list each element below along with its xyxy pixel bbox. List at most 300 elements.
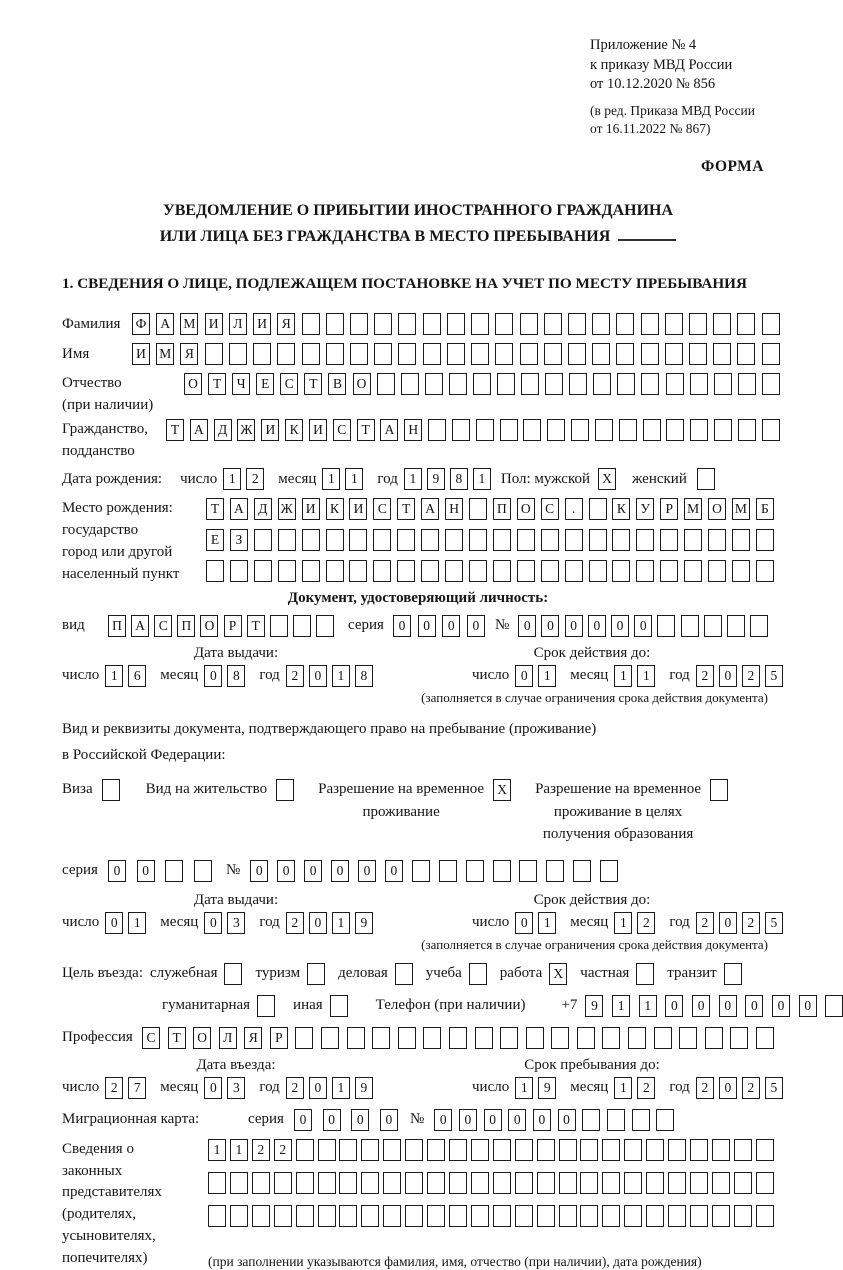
char-cell[interactable]	[230, 560, 248, 582]
char-cell[interactable]: 2	[742, 665, 760, 687]
char-cell[interactable]	[316, 615, 334, 637]
char-cell[interactable]: Д	[254, 498, 272, 520]
char-cell[interactable]	[708, 529, 726, 551]
char-cell[interactable]	[732, 560, 750, 582]
char-cell[interactable]: 1	[128, 912, 146, 934]
char-cell[interactable]	[602, 1139, 620, 1161]
char-cell[interactable]	[208, 1205, 226, 1227]
char-cell[interactable]	[624, 1139, 642, 1161]
char-cell[interactable]	[544, 343, 562, 365]
char-cell[interactable]	[641, 373, 659, 395]
char-cell[interactable]	[668, 1139, 686, 1161]
char-cell[interactable]	[762, 373, 780, 395]
char-cell[interactable]	[708, 560, 726, 582]
char-cell[interactable]	[449, 1139, 467, 1161]
char-cell[interactable]	[405, 1139, 423, 1161]
char-cell[interactable]	[208, 1172, 226, 1194]
char-cell[interactable]: П	[177, 615, 195, 637]
char-cell[interactable]	[668, 1172, 686, 1194]
char-cell[interactable]	[684, 529, 702, 551]
char-cell[interactable]: 3	[227, 1077, 245, 1099]
char-cell[interactable]: Л	[219, 1027, 237, 1049]
char-cell[interactable]	[679, 1027, 697, 1049]
char-cell[interactable]	[471, 313, 489, 335]
char-cell[interactable]	[318, 1139, 336, 1161]
char-cell[interactable]: 0	[719, 995, 737, 1017]
char-cell[interactable]: 0	[611, 615, 629, 637]
char-cell[interactable]: С	[541, 498, 559, 520]
char-cell[interactable]	[398, 1027, 416, 1049]
char-cell[interactable]	[471, 1172, 489, 1194]
char-cell[interactable]: С	[333, 419, 351, 441]
char-cell[interactable]: Ч	[232, 373, 250, 395]
char-cell[interactable]	[493, 1139, 511, 1161]
char-cell[interactable]: 0	[719, 912, 737, 934]
char-cell[interactable]	[737, 343, 755, 365]
char-cell[interactable]: 2	[696, 912, 714, 934]
char-cell[interactable]: 1	[332, 665, 350, 687]
char-cell[interactable]	[254, 560, 272, 582]
char-cell[interactable]: 0	[799, 995, 817, 1017]
char-cell[interactable]: 2	[696, 1077, 714, 1099]
res-series-cells[interactable]	[108, 860, 212, 882]
char-cell[interactable]: 0	[665, 995, 683, 1017]
char-cell[interactable]	[452, 419, 470, 441]
char-cell[interactable]: 0	[323, 1109, 341, 1131]
char-cell[interactable]: О	[200, 615, 218, 637]
char-cell[interactable]: 9	[427, 468, 445, 490]
char-cell[interactable]: И	[309, 419, 327, 441]
char-cell[interactable]	[427, 1139, 445, 1161]
char-cell[interactable]: 0	[358, 860, 376, 882]
char-cell[interactable]: 0	[204, 665, 222, 687]
char-cell[interactable]	[515, 1205, 533, 1227]
char-cell[interactable]: И	[132, 343, 150, 365]
char-cell[interactable]: И	[205, 313, 223, 335]
char-cell[interactable]: 0	[434, 1109, 452, 1131]
char-cell[interactable]: Р	[224, 615, 242, 637]
doc-issue-year-cells[interactable]	[286, 665, 373, 687]
char-cell[interactable]: А	[380, 419, 398, 441]
char-cell[interactable]	[582, 1109, 600, 1131]
char-cell[interactable]	[641, 343, 659, 365]
char-cell[interactable]: 0	[331, 860, 349, 882]
char-cell[interactable]	[643, 419, 661, 441]
char-cell[interactable]	[425, 373, 443, 395]
char-cell[interactable]	[756, 1027, 774, 1049]
char-cell[interactable]	[339, 1172, 357, 1194]
visa-checkbox[interactable]	[102, 779, 120, 801]
char-cell[interactable]	[559, 1205, 577, 1227]
res-valid-year-cells[interactable]	[696, 912, 783, 934]
char-cell[interactable]	[296, 1139, 314, 1161]
res-issue-year-cells[interactable]	[286, 912, 373, 934]
char-cell[interactable]	[541, 560, 559, 582]
char-cell[interactable]: Д	[214, 419, 232, 441]
char-cell[interactable]	[589, 529, 607, 551]
char-cell[interactable]	[714, 419, 732, 441]
char-cell[interactable]: М	[684, 498, 702, 520]
char-cell[interactable]	[230, 1172, 248, 1194]
char-cell[interactable]	[252, 1205, 270, 1227]
char-cell[interactable]	[405, 1205, 423, 1227]
char-cell[interactable]	[447, 313, 465, 335]
char-cell[interactable]	[495, 343, 513, 365]
char-cell[interactable]	[559, 1139, 577, 1161]
char-cell[interactable]	[704, 615, 722, 637]
char-cell[interactable]: 5	[765, 912, 783, 934]
char-cell[interactable]: И	[253, 313, 271, 335]
char-cell[interactable]	[551, 1027, 569, 1049]
representatives-cells-line3[interactable]	[208, 1205, 774, 1227]
char-cell[interactable]	[666, 373, 684, 395]
char-cell[interactable]: Т	[397, 498, 415, 520]
char-cell[interactable]	[646, 1172, 664, 1194]
representatives-cells-line2[interactable]	[208, 1172, 774, 1194]
char-cell[interactable]	[373, 560, 391, 582]
char-cell[interactable]	[206, 560, 224, 582]
char-cell[interactable]	[690, 1172, 708, 1194]
char-cell[interactable]: 0	[565, 615, 583, 637]
char-cell[interactable]: Я	[277, 313, 295, 335]
char-cell[interactable]	[684, 560, 702, 582]
char-cell[interactable]	[592, 343, 610, 365]
purpose-private-checkbox[interactable]	[636, 963, 654, 985]
char-cell[interactable]	[383, 1172, 401, 1194]
char-cell[interactable]: 0	[588, 615, 606, 637]
char-cell[interactable]	[636, 560, 654, 582]
char-cell[interactable]	[592, 313, 610, 335]
char-cell[interactable]	[689, 313, 707, 335]
char-cell[interactable]	[253, 343, 271, 365]
patronymic-cells[interactable]	[184, 373, 780, 395]
purpose-work-checkbox[interactable]	[549, 963, 567, 985]
char-cell[interactable]	[515, 1139, 533, 1161]
char-cell[interactable]	[102, 779, 120, 801]
char-cell[interactable]: 0	[393, 615, 411, 637]
char-cell[interactable]: 9	[355, 912, 373, 934]
char-cell[interactable]	[714, 373, 732, 395]
res-issue-day-cells[interactable]	[105, 912, 146, 934]
char-cell[interactable]	[270, 615, 288, 637]
char-cell[interactable]	[372, 1027, 390, 1049]
char-cell[interactable]	[302, 313, 320, 335]
char-cell[interactable]	[515, 1172, 533, 1194]
char-cell[interactable]: 3	[227, 912, 245, 934]
char-cell[interactable]: 0	[108, 860, 126, 882]
purpose-business-checkbox[interactable]	[224, 963, 242, 985]
purpose-transit-checkbox[interactable]	[724, 963, 742, 985]
char-cell[interactable]: 0	[418, 615, 436, 637]
res-issue-month-cells[interactable]	[204, 912, 245, 934]
char-cell[interactable]: 1	[230, 1139, 248, 1161]
mig-series-cells[interactable]	[294, 1109, 398, 1131]
char-cell[interactable]	[705, 1027, 723, 1049]
char-cell[interactable]	[690, 1205, 708, 1227]
doc-series-cells[interactable]	[393, 615, 485, 637]
char-cell[interactable]	[330, 995, 348, 1017]
char-cell[interactable]: 2	[637, 1077, 655, 1099]
char-cell[interactable]	[526, 1027, 544, 1049]
char-cell[interactable]: 0	[719, 1077, 737, 1099]
stay-month-cells[interactable]	[614, 1077, 655, 1099]
char-cell[interactable]	[712, 1172, 730, 1194]
char-cell[interactable]: К	[612, 498, 630, 520]
char-cell[interactable]	[710, 779, 728, 801]
char-cell[interactable]: П	[108, 615, 126, 637]
char-cell[interactable]: В	[328, 373, 346, 395]
char-cell[interactable]: М	[156, 343, 174, 365]
char-cell[interactable]	[730, 1027, 748, 1049]
char-cell[interactable]: 2	[696, 665, 714, 687]
char-cell[interactable]	[398, 313, 416, 335]
entry-year-cells[interactable]	[286, 1077, 373, 1099]
doc-issue-month-cells[interactable]	[204, 665, 245, 687]
char-cell[interactable]: Р	[660, 498, 678, 520]
profession-cells[interactable]	[142, 1027, 774, 1049]
char-cell[interactable]	[493, 860, 511, 882]
char-cell[interactable]	[657, 615, 675, 637]
char-cell[interactable]	[350, 313, 368, 335]
char-cell[interactable]	[296, 1205, 314, 1227]
char-cell[interactable]: О	[193, 1027, 211, 1049]
char-cell[interactable]	[646, 1205, 664, 1227]
char-cell[interactable]	[756, 560, 774, 582]
char-cell[interactable]	[521, 373, 539, 395]
char-cell[interactable]: Е	[256, 373, 274, 395]
char-cell[interactable]: 7	[128, 1077, 146, 1099]
char-cell[interactable]	[254, 529, 272, 551]
char-cell[interactable]	[339, 1139, 357, 1161]
char-cell[interactable]	[278, 560, 296, 582]
char-cell[interactable]	[326, 560, 344, 582]
char-cell[interactable]	[397, 529, 415, 551]
char-cell[interactable]	[374, 343, 392, 365]
char-cell[interactable]: 2	[252, 1139, 270, 1161]
char-cell[interactable]: 0	[309, 1077, 327, 1099]
char-cell[interactable]	[825, 995, 843, 1017]
char-cell[interactable]: 1	[332, 912, 350, 934]
char-cell[interactable]	[689, 343, 707, 365]
char-cell[interactable]: У	[636, 498, 654, 520]
char-cell[interactable]	[423, 1027, 441, 1049]
char-cell[interactable]	[495, 313, 513, 335]
char-cell[interactable]	[447, 343, 465, 365]
char-cell[interactable]	[276, 779, 294, 801]
char-cell[interactable]: X	[598, 468, 616, 490]
char-cell[interactable]: О	[517, 498, 535, 520]
char-cell[interactable]	[383, 1139, 401, 1161]
char-cell[interactable]	[398, 343, 416, 365]
char-cell[interactable]: 0	[137, 860, 155, 882]
char-cell[interactable]	[349, 560, 367, 582]
char-cell[interactable]	[229, 343, 247, 365]
char-cell[interactable]	[565, 560, 583, 582]
char-cell[interactable]	[690, 373, 708, 395]
char-cell[interactable]	[713, 343, 731, 365]
char-cell[interactable]	[738, 419, 756, 441]
char-cell[interactable]	[520, 313, 538, 335]
char-cell[interactable]	[383, 1205, 401, 1227]
char-cell[interactable]	[475, 1027, 493, 1049]
char-cell[interactable]: 0	[309, 665, 327, 687]
char-cell[interactable]	[636, 963, 654, 985]
char-cell[interactable]	[194, 860, 212, 882]
char-cell[interactable]	[377, 373, 395, 395]
char-cell[interactable]	[668, 1205, 686, 1227]
char-cell[interactable]: 1	[332, 1077, 350, 1099]
char-cell[interactable]: 0	[541, 615, 559, 637]
char-cell[interactable]: 8	[355, 665, 373, 687]
char-cell[interactable]: 1	[538, 665, 556, 687]
char-cell[interactable]: 1	[223, 468, 241, 490]
char-cell[interactable]	[469, 498, 487, 520]
char-cell[interactable]	[569, 373, 587, 395]
char-cell[interactable]	[296, 1172, 314, 1194]
char-cell[interactable]: К	[326, 498, 344, 520]
char-cell[interactable]	[421, 529, 439, 551]
char-cell[interactable]: Ж	[237, 419, 255, 441]
char-cell[interactable]: 9	[355, 1077, 373, 1099]
char-cell[interactable]	[756, 1139, 774, 1161]
purpose-commercial-checkbox[interactable]	[395, 963, 413, 985]
char-cell[interactable]: 0	[277, 860, 295, 882]
char-cell[interactable]	[593, 373, 611, 395]
char-cell[interactable]	[713, 313, 731, 335]
char-cell[interactable]	[734, 1139, 752, 1161]
char-cell[interactable]	[646, 1139, 664, 1161]
char-cell[interactable]	[690, 1139, 708, 1161]
char-cell[interactable]: 1	[612, 995, 630, 1017]
char-cell[interactable]	[734, 1172, 752, 1194]
char-cell[interactable]	[641, 313, 659, 335]
char-cell[interactable]: 0	[250, 860, 268, 882]
char-cell[interactable]: А	[156, 313, 174, 335]
char-cell[interactable]: И	[261, 419, 279, 441]
char-cell[interactable]	[660, 529, 678, 551]
birth-month-cells[interactable]	[322, 468, 363, 490]
char-cell[interactable]	[690, 419, 708, 441]
char-cell[interactable]	[445, 529, 463, 551]
char-cell[interactable]	[421, 560, 439, 582]
char-cell[interactable]: И	[302, 498, 320, 520]
char-cell[interactable]: 9	[538, 1077, 556, 1099]
char-cell[interactable]	[500, 419, 518, 441]
char-cell[interactable]	[762, 419, 780, 441]
stay-day-cells[interactable]	[515, 1077, 556, 1099]
char-cell[interactable]	[449, 1027, 467, 1049]
char-cell[interactable]: 5	[765, 1077, 783, 1099]
char-cell[interactable]: 0	[442, 615, 460, 637]
char-cell[interactable]	[374, 313, 392, 335]
char-cell[interactable]: 2	[274, 1139, 292, 1161]
char-cell[interactable]	[395, 963, 413, 985]
char-cell[interactable]	[347, 1027, 365, 1049]
char-cell[interactable]	[724, 963, 742, 985]
char-cell[interactable]: Л	[229, 313, 247, 335]
char-cell[interactable]: 0	[515, 912, 533, 934]
birthplace-cells-line2[interactable]	[206, 529, 774, 551]
char-cell[interactable]	[449, 1205, 467, 1227]
char-cell[interactable]	[595, 419, 613, 441]
char-cell[interactable]: 0	[745, 995, 763, 1017]
char-cell[interactable]: Р	[270, 1027, 288, 1049]
birthplace-cells-line1[interactable]	[206, 498, 774, 520]
birth-day-cells[interactable]	[223, 468, 264, 490]
char-cell[interactable]	[537, 1172, 555, 1194]
char-cell[interactable]	[373, 529, 391, 551]
char-cell[interactable]	[350, 343, 368, 365]
char-cell[interactable]: 0	[484, 1109, 502, 1131]
char-cell[interactable]: 5	[765, 665, 783, 687]
char-cell[interactable]: Е	[206, 529, 224, 551]
char-cell[interactable]	[302, 529, 320, 551]
char-cell[interactable]: 1	[322, 468, 340, 490]
entry-month-cells[interactable]	[204, 1077, 245, 1099]
purpose-humanitarian-checkbox[interactable]	[257, 995, 275, 1017]
char-cell[interactable]: О	[184, 373, 202, 395]
char-cell[interactable]: 0	[204, 1077, 222, 1099]
birthplace-cells-line3[interactable]	[206, 560, 774, 582]
char-cell[interactable]: 1	[637, 665, 655, 687]
char-cell[interactable]	[589, 498, 607, 520]
char-cell[interactable]	[230, 1205, 248, 1227]
char-cell[interactable]: О	[708, 498, 726, 520]
char-cell[interactable]: X	[493, 779, 511, 801]
char-cell[interactable]: Я	[244, 1027, 262, 1049]
surname-cells[interactable]	[132, 313, 780, 335]
char-cell[interactable]: 0	[719, 665, 737, 687]
char-cell[interactable]	[326, 529, 344, 551]
char-cell[interactable]: Ж	[278, 498, 296, 520]
char-cell[interactable]	[665, 343, 683, 365]
res-valid-month-cells[interactable]	[614, 912, 655, 934]
residence-permit-checkbox[interactable]	[276, 779, 294, 801]
char-cell[interactable]: 1	[404, 468, 422, 490]
purpose-study-checkbox[interactable]	[469, 963, 487, 985]
char-cell[interactable]	[466, 860, 484, 882]
char-cell[interactable]	[274, 1205, 292, 1227]
char-cell[interactable]	[295, 1027, 313, 1049]
char-cell[interactable]	[612, 529, 630, 551]
char-cell[interactable]: Ф	[132, 313, 150, 335]
char-cell[interactable]	[756, 529, 774, 551]
char-cell[interactable]	[762, 313, 780, 335]
char-cell[interactable]	[318, 1172, 336, 1194]
char-cell[interactable]	[428, 419, 446, 441]
char-cell[interactable]	[427, 1172, 445, 1194]
char-cell[interactable]: О	[353, 373, 371, 395]
citizenship-cells[interactable]	[166, 419, 780, 441]
char-cell[interactable]: 2	[286, 665, 304, 687]
char-cell[interactable]	[165, 860, 183, 882]
char-cell[interactable]	[607, 1109, 625, 1131]
char-cell[interactable]: 0	[558, 1109, 576, 1131]
res-valid-day-cells[interactable]	[515, 912, 556, 934]
char-cell[interactable]: 0	[692, 995, 710, 1017]
char-cell[interactable]	[471, 1139, 489, 1161]
char-cell[interactable]	[307, 963, 325, 985]
char-cell[interactable]	[544, 313, 562, 335]
char-cell[interactable]: А	[421, 498, 439, 520]
char-cell[interactable]: .	[565, 498, 583, 520]
char-cell[interactable]	[666, 419, 684, 441]
char-cell[interactable]	[252, 1172, 270, 1194]
char-cell[interactable]: М	[180, 313, 198, 335]
char-cell[interactable]	[405, 1172, 423, 1194]
char-cell[interactable]	[321, 1027, 339, 1049]
char-cell[interactable]	[545, 373, 563, 395]
